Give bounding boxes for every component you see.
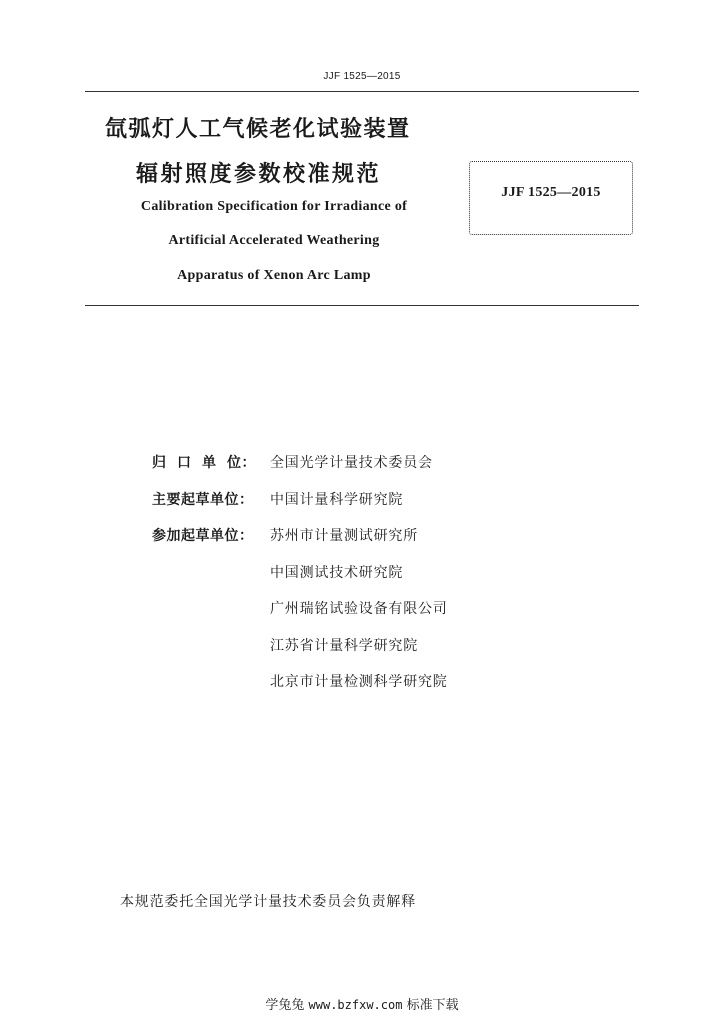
participating-drafter-row [152,517,448,554]
participant-item: 中国测试技术研究院 [270,564,404,581]
participant-row [152,590,448,627]
main-drafter-row [152,481,448,518]
responsible-unit-label-char-4-text: 位 [227,455,242,472]
standard-code-box-text: JJF 1525—2015 [501,185,601,200]
participant-row [152,663,448,700]
responsible-unit-label-char-2: 口 [177,455,192,472]
drafting-info [152,444,448,700]
responsible-unit-label [152,452,270,472]
header-divider [85,91,639,92]
participant-item: 广州瑞铭试验设备有限公司 [270,601,448,618]
watermark-suffix: 标准下载 [406,998,459,1013]
main-drafter-value: 中国计量科学研究院 [270,491,404,508]
title-divider [85,305,639,306]
download-watermark [0,994,724,1013]
responsible-unit-label-char-3: 单 [202,455,217,472]
title-chinese-line-1: 氙弧灯人工气候老化试验装置 [105,117,411,142]
responsible-unit-label-char-4 [227,452,256,472]
title-english-line-2: Artificial Accelerated Weathering [168,233,380,248]
participant-row [152,554,448,591]
interpretation-note: 本规范委托全国光学计量技术委员会负责解释 [120,894,416,910]
standard-code-box [469,161,633,235]
title-english-line-1: Calibration Specification for Irradiance of [140,199,408,214]
responsible-unit-colon: ： [241,455,256,472]
responsible-unit-value: 全国光学计量技术委员会 [270,455,433,472]
responsible-unit-label-char-1: 归 [152,455,167,472]
participating-drafter-label: 参加起草单位： [152,528,254,545]
header-standard-code: JJF 1525—2015 [323,71,401,82]
watermark-url[interactable]: www.bzfxw.com [308,998,403,1012]
participant-item: 苏州市计量测试研究所 [270,528,418,545]
participant-row [152,627,448,664]
participant-item: 江苏省计量科学研究院 [270,637,418,654]
participant-item: 北京市计量检测科学研究院 [270,674,448,691]
watermark-site-name: 学兔兔 [265,998,305,1013]
title-english-line-3: Apparatus of Xenon Arc Lamp [177,268,371,283]
responsible-unit-row [152,444,448,481]
title-chinese-line-2: 辐射照度参数校准规范 [136,162,382,187]
main-drafter-label: 主要起草单位： [152,491,254,508]
